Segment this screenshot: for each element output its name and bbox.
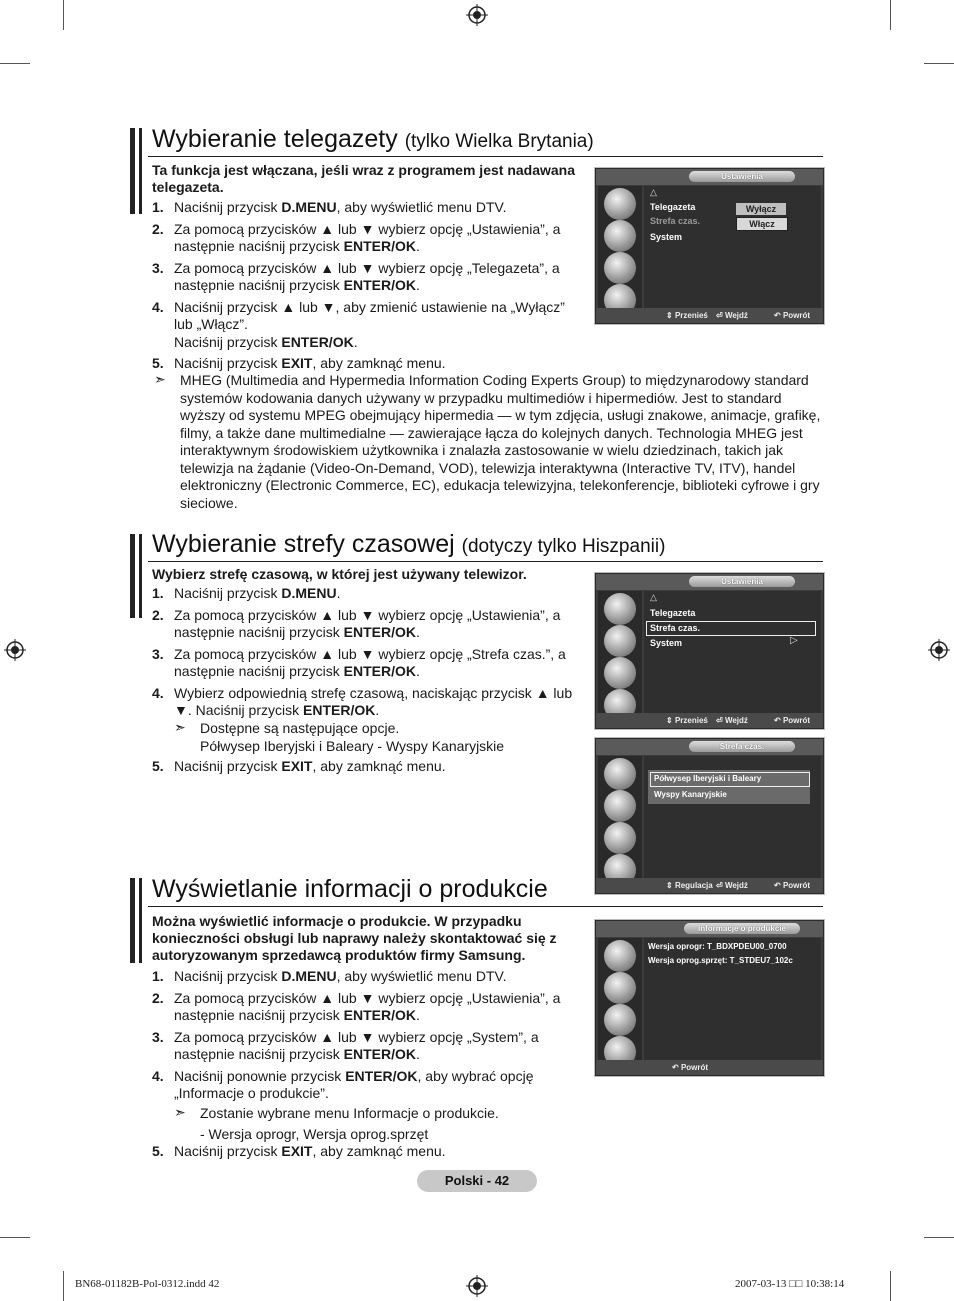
osd-foot-label: Wejdź [724, 716, 748, 725]
osd-item-system[interactable]: System [650, 232, 683, 242]
step-text: , aby zamknąć menu. [312, 355, 446, 371]
registration-mark-icon [466, 4, 488, 26]
osd-foot-label: Wejdź [724, 881, 748, 890]
osd-item-teletext[interactable]: Telegazeta [650, 608, 696, 618]
steps-list [152, 585, 587, 720]
step-text: Za pomocą przycisków ▲ lub ▼ wybierz opcję „Strefa czas.”, a następnie naciśnij przycisk [174, 645, 566, 679]
step-item [152, 1143, 587, 1161]
step-key: EXIT [281, 355, 313, 371]
osd-software-version: Wersja oprogr: T_BDXPDEU00_0700 [648, 942, 787, 951]
step-number: 4. [152, 684, 164, 701]
section-subtitle: (dotyczy tylko Hiszpanii) [461, 536, 666, 557]
osd-footer [596, 1060, 823, 1075]
registration-mark-icon [928, 639, 950, 661]
section-title [152, 875, 548, 904]
osd-sidebar [598, 186, 642, 310]
osd-footer [596, 878, 823, 893]
step-key: EXIT [281, 758, 313, 774]
osd-option-iberian[interactable]: Półwysep Iberyjski i Baleary [654, 774, 762, 783]
step-text: Za pomocą przycisków ▲ lub ▼ wybierz opcję „System”, a następnie naciśnij przycisk [174, 1028, 539, 1062]
setup-icon [604, 822, 636, 854]
step-text: Naciśnij przycisk [174, 1143, 282, 1159]
step-text: Naciśnij przycisk [174, 333, 282, 350]
step-number: 2. [152, 989, 164, 1006]
step-text: Naciśnij przycisk ▲ lub ▼, aby zmienić ustawienie na „Wyłącz” lub „Włącz”. [174, 298, 565, 332]
section-bar [130, 128, 135, 214]
step-item [152, 607, 587, 642]
step-text: . [415, 277, 420, 293]
setup-icon [604, 1004, 636, 1036]
step-text: Naciśnij przycisk [174, 585, 282, 601]
picture-icon [604, 188, 636, 220]
section-title [152, 530, 665, 559]
step-number: 3. [152, 259, 164, 276]
note-arrow-icon: ➣ [154, 371, 166, 387]
section-subtitle: (tylko Wielka Brytania) [404, 131, 594, 152]
step-key: ENTER/OK [345, 1067, 418, 1084]
osd-item-timezone[interactable]: Strefa czas. [650, 216, 701, 226]
section-bar [139, 878, 142, 963]
step-key: ENTER/OK [303, 702, 376, 718]
right-arrow-icon: ▷ [790, 635, 798, 646]
section-bar [139, 534, 142, 618]
note-arrow-icon: ➣ [174, 719, 186, 735]
note-arrow-icon: ➣ [174, 1104, 186, 1120]
section-intro: Można wyświetlić informacje o produkcie. W przypadku konieczności obsługi lub naprawy należy skontaktować się z autoryzowanym sprzedawcą produktów firmy Samsung. [152, 913, 557, 963]
step-item [152, 1029, 574, 1064]
step-text: Naciśnij przycisk [174, 758, 282, 774]
step-item [152, 199, 582, 217]
osd-header-label: Strefa czas. [689, 741, 795, 752]
note-block [174, 1103, 590, 1145]
osd-item-teletext[interactable]: Telegazeta [650, 202, 696, 212]
section-rule [148, 906, 823, 907]
step-text: . [353, 333, 358, 350]
step-key: ENTER/OK [343, 277, 416, 293]
step-number: 1. [152, 199, 164, 215]
step-item [152, 260, 582, 295]
section-bar [139, 128, 142, 214]
step-number: 5. [152, 355, 164, 371]
osd-header-label: Ustawienia [689, 576, 795, 587]
step-text: Naciśnij przycisk [174, 968, 282, 984]
step-text: Naciśnij przycisk [174, 355, 282, 371]
osd-foot-enter: ⏎ Wejdź [716, 881, 748, 890]
osd-timezone-options [595, 738, 824, 894]
note-block [154, 371, 825, 512]
section-title-main: Wybieranie strefy czasowej [152, 530, 455, 558]
step-item [152, 1068, 587, 1103]
note-text: Zostanie wybrane menu Informacje o produkcie. [200, 1105, 499, 1121]
step-text: Za pomocą przycisków ▲ lub ▼ wybierz opcję „Ustawienia”, a następnie naciśnij przycisk [174, 220, 561, 254]
osd-settings-timezone [595, 573, 824, 729]
step-text: . [415, 1046, 420, 1062]
step-key: D.MENU [281, 199, 337, 215]
osd-foot-return: ↶ Powrót [672, 1063, 709, 1072]
step-item [152, 585, 587, 603]
steps-list [152, 1143, 587, 1161]
step-key: EXIT [281, 1143, 313, 1159]
up-arrow-icon: △ [650, 592, 657, 602]
osd-foot-label: Powrót [782, 716, 811, 725]
osd-foot-enter: ⏎ Wejdź [716, 311, 748, 320]
registration-mark-icon [466, 1275, 488, 1297]
step-text: , aby wybrać opcję „Informacje o produkcie”. [174, 1067, 534, 1101]
osd-hardware-version: Wersja oprog.sprzęt: T_STDEU7_102c [648, 956, 793, 965]
setup-icon [604, 657, 636, 689]
osd-foot-label: Regulacja [674, 881, 713, 890]
step-text: , aby zamknąć menu. [312, 758, 446, 774]
osd-foot-move: ⇕ Przenieś [666, 311, 708, 320]
note-text: Dostępne są następujące opcje. [200, 720, 400, 736]
osd-foot-label: Wejdź [724, 311, 748, 320]
step-number: 3. [152, 1028, 164, 1045]
section-rule [148, 561, 823, 562]
step-text: . [415, 1007, 420, 1023]
step-item [152, 685, 587, 720]
osd-foot-label: Przenieś [674, 716, 708, 725]
section-rule [148, 156, 823, 157]
steps-list [152, 199, 582, 373]
up-arrow-icon: △ [650, 187, 657, 197]
step-item [152, 334, 582, 352]
step-number: 3. [152, 645, 164, 662]
step-number: 5. [152, 1143, 164, 1159]
osd-foot-move: ⇕ Przenieś [666, 716, 708, 725]
osd-footer [596, 308, 823, 323]
step-item [152, 299, 574, 334]
osd-main [644, 938, 821, 1062]
section-title [152, 125, 594, 154]
step-key: D.MENU [281, 968, 337, 984]
step-item [152, 221, 582, 256]
step-text: Za pomocą przycisków ▲ lub ▼ wybierz opcję „Ustawienia”, a następnie naciśnij przycisk [174, 606, 561, 640]
sound-icon [604, 220, 636, 252]
step-item [152, 646, 587, 681]
step-text: Za pomocą przycisków ▲ lub ▼ wybierz opcję „Telegazeta”, a następnie naciśnij przycisk [174, 259, 560, 293]
step-text: , aby zamknąć menu. [312, 1143, 446, 1159]
step-key: ENTER/OK [343, 624, 416, 640]
step-number: 5. [152, 758, 164, 774]
osd-foot-label: Powrót [782, 881, 811, 890]
step-number: 4. [152, 298, 164, 315]
osd-foot-enter: ⏎ Wejdź [716, 716, 748, 725]
note-text: - Wersja oprogr, Wersja oprog.sprzęt [200, 1126, 429, 1142]
steps-list [152, 758, 587, 776]
steps-list [152, 968, 587, 1103]
osd-item-timezone[interactable]: Strefa czas. [650, 623, 701, 633]
picture-icon [604, 593, 636, 625]
osd-option-on[interactable]: Włącz [736, 217, 788, 231]
osd-settings-teletext [595, 168, 824, 324]
step-text: , aby wyświetlić menu DTV. [336, 199, 507, 215]
step-text: Wybierz odpowiednią strefę czasową, naciskając przycisk ▲ lub ▼. Naciśnij przycisk [174, 684, 573, 718]
osd-main [644, 591, 821, 715]
step-item [152, 355, 582, 373]
step-text: . [375, 702, 380, 718]
osd-main [644, 186, 821, 310]
step-number: 2. [152, 220, 164, 237]
osd-foot-return: ↶ Powrót [774, 881, 811, 890]
section-bar [130, 878, 135, 963]
sound-icon [604, 972, 636, 1004]
step-text: . [415, 663, 420, 679]
step-item [152, 968, 587, 986]
step-key: D.MENU [281, 585, 337, 601]
sound-icon [604, 790, 636, 822]
osd-sidebar [598, 591, 642, 715]
step-item [152, 758, 587, 776]
step-number: 4. [152, 1067, 164, 1084]
step-text: . [415, 624, 420, 640]
file-slug: BN68-01182B-Pol-0312.indd 42 [75, 1278, 220, 1290]
osd-sidebar [598, 938, 642, 1062]
step-text: . [336, 585, 341, 601]
step-item [152, 990, 587, 1025]
osd-sidebar [598, 756, 642, 880]
setup-icon [604, 252, 636, 284]
step-number: 2. [152, 606, 164, 623]
step-key: ENTER/OK [281, 333, 354, 350]
osd-header-label: Ustawienia [689, 171, 795, 182]
section-intro: Ta funkcja jest włączana, jeśli wraz z programem jest nadawana telegazeta. [152, 162, 576, 195]
osd-foot-label: Powrót [782, 311, 811, 320]
osd-main [644, 756, 821, 880]
note-text: MHEG (Multimedia and Hypermedia Information Coding Experts Group) to międzynarodowy standard systemów kodowania danych używany w przypadku multimediów i hipermediów. Jest to standard wyższy od systemu MPEG obejmujący hipermedia — w tym zdjęcia, usługi znakowe, animacje, grafikę, filmy, a także dane multimedialne — zawierające łącza do kolejnych danych. Technologia MHEG jest interaktywnym środowiskiem użytkownika i znalazła zastosowanie w wielu dziedzinach, takich jak telewizja na żądanie (Video-On-Demand, VOD), telewizja interaktywna (Interactive TV, ITV), handel elektroniczny (Electronic Commerce, EC), edukacja telewizyjna, telekonferencje, biblioteki cyfrowe i gry sieciowe. [180, 372, 821, 511]
date-slug: 2007-03-13 □□ 10:38:14 [735, 1278, 845, 1290]
step-text: Za pomocą przycisków ▲ lub ▼ wybierz opcję „Ustawienia”, a następnie naciśnij przycisk [174, 989, 561, 1023]
step-key: ENTER/OK [343, 238, 416, 254]
osd-item-system[interactable]: System [650, 638, 683, 648]
step-key: ENTER/OK [343, 663, 416, 679]
picture-icon [604, 940, 636, 972]
osd-option-canary[interactable]: Wyspy Kanaryjskie [654, 790, 727, 799]
picture-icon [604, 758, 636, 790]
step-number: 1. [152, 968, 164, 984]
osd-foot-label: Przenieś [674, 311, 708, 320]
section-bar [130, 534, 135, 618]
step-key: ENTER/OK [343, 1007, 416, 1023]
step-number: 1. [152, 585, 164, 601]
page-number-badge: Polski - 42 [417, 1170, 537, 1192]
osd-header-label: Informacje o produkcie [684, 923, 800, 934]
osd-foot-label: Powrót [680, 1063, 709, 1072]
section-title-main: Wybieranie telegazety [152, 125, 398, 153]
osd-foot-adjust: ⇕ Regulacja [666, 881, 713, 890]
note-text: Półwysep Iberyjski i Baleary - Wyspy Kanaryjskie [200, 737, 505, 754]
registration-mark-icon [4, 639, 26, 661]
osd-option-off[interactable]: Wyłącz [736, 203, 786, 215]
step-text: . [415, 238, 420, 254]
section-title-main: Wyświetlanie informacji o produkcie [152, 875, 548, 903]
section-intro: Wybierz strefę czasową, w której jest używany telewizor. [152, 566, 527, 582]
step-text: Naciśnij ponownie przycisk [174, 1067, 346, 1084]
osd-footer [596, 713, 823, 728]
osd-foot-return: ↶ Powrót [774, 716, 811, 725]
step-text: Naciśnij przycisk [174, 199, 282, 215]
step-text: , aby wyświetlić menu DTV. [336, 968, 507, 984]
sound-icon [604, 625, 636, 657]
osd-product-info [595, 920, 824, 1076]
step-key: ENTER/OK [343, 1046, 416, 1062]
note-block [174, 719, 590, 755]
osd-foot-return: ↶ Powrót [774, 311, 811, 320]
